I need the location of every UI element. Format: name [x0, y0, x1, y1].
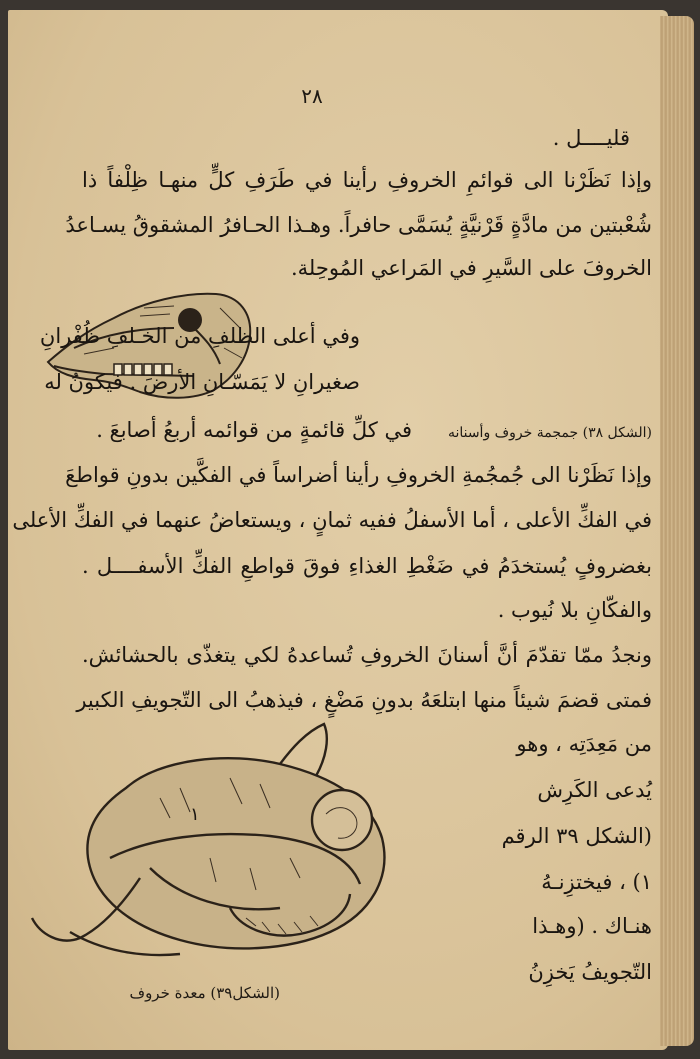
text-line-4: الخروفَ على السَّيرِ في المَراعي المُوحِلة. — [291, 256, 652, 280]
text-line-13: فمتى قضمَ شيئاً منها ابتلعَهُ بدونِ مَضْغٍ ، فيذهبُ الى التّجويفِ الكبير — [76, 688, 652, 712]
text-line-7: في كلِّ قائمةٍ من قوائمه أربعُ أصابعَ . — [96, 418, 412, 442]
text-line-3: شُعْبتين من مادَّةٍ قَرْنيَّةٍ يُسَمَّى حافراً. وهـذا الحـافرُ المشقوقُ يسـاعدُ — [65, 213, 652, 237]
fig39-region-label: ١ — [190, 804, 200, 825]
text-line-8: وإذا نَظَرْنا الى جُمجُمةِ الخروفِ رأينا أضراساً في الفكَّين بدونِ قواطعَ — [65, 463, 652, 487]
figure-39-caption: (الشكل٣٩) معدة خروف — [129, 984, 280, 1002]
text-line-14: من مَعِدَتِه ، وهو — [516, 732, 652, 756]
page-edges — [660, 16, 694, 1046]
text-line-6: صغيرانِ لا يَمَسّـانِ الأرضَ . فيكونُ له — [44, 370, 360, 394]
text-line-18: هنـاك . (وهـذا — [532, 914, 652, 938]
text-line-19: التّجويفُ يَخزِنُ — [528, 960, 652, 984]
text-line-5: وفي أعلى الظلفِ من الخـلفِ ظُفْرانِ — [39, 324, 360, 348]
text-line-16: (الشكل ٣٩ الرقم — [501, 824, 652, 848]
text-line-11: والفكّانِ بلا نُيوب . — [497, 598, 652, 622]
text-line-15: يُدعى الكَرِش — [537, 778, 652, 802]
text-line-2: وإذا نَظَرْنا الى قوائمِ الخروفِ رأينا في طَرَفِ كلٍّ منهـا ظِلْفاً ذا — [82, 168, 652, 192]
text-line-10: بغضروفٍ يُستخدَمُ في ضَغْطِ الغذاءِ فوقَ قواطعِ الفكِّ الأسفــــل . — [82, 554, 652, 578]
text-line-12: ونجدُ ممّا تقدّمَ أنَّ أسنانَ الخروفِ تُساعدهُ لكي يتغذّى بالحشائش. — [82, 643, 652, 667]
page-number: ٢٨ — [301, 84, 323, 108]
sheep-stomach-figure — [30, 718, 390, 980]
text-line-1: قليــــل . — [552, 126, 630, 150]
figure-38-caption: (الشكل ٣٨) جمجمة خروف وأسنانه — [447, 425, 652, 441]
text-line-9: في الفكِّ الأعلى ، أما الأسفلُ ففيه ثمانٍ ، ويستعاضُ عنهما في الفكِّ الأعلى — [12, 508, 652, 532]
text-line-17: ١) ، فيختزِنـهُ — [541, 870, 652, 894]
